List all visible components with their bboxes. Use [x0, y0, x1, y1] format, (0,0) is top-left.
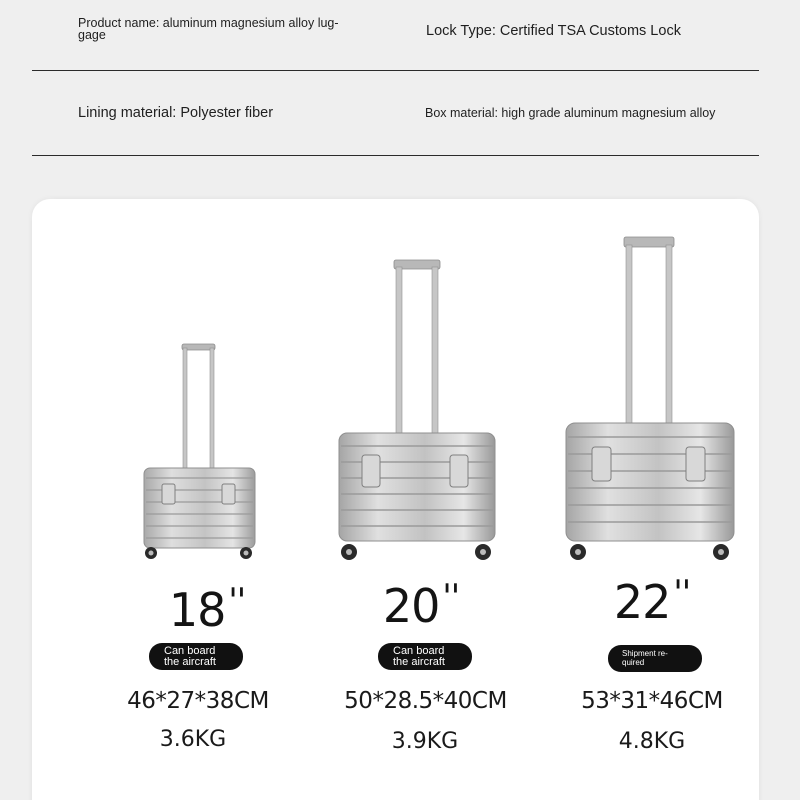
- status-badge-22: Shipment re- quired: [608, 645, 702, 672]
- weight-18: 3.6KG: [159, 727, 227, 752]
- status-badge-20: Can board the aircraft: [378, 643, 472, 670]
- dimensions-22: 53*31*46CM: [581, 688, 723, 714]
- status-badge-18: Can board the aircraft: [149, 643, 243, 670]
- dimensions-18: 46*27*38CM: [127, 688, 269, 714]
- weight-20: 3.9KG: [391, 729, 459, 754]
- size-label-18: 18'': [168, 581, 246, 637]
- spec-row-2: [32, 71, 759, 156]
- spec-product-name: Product name: aluminum magnesium alloy lug- gage: [78, 16, 339, 42]
- weight-22: 4.8KG: [618, 729, 686, 754]
- spec-box-material: Box material: high grade aluminum magnesium alloy: [425, 106, 716, 120]
- spec-lock-type: Lock Type: Certified TSA Customs Lock: [426, 23, 681, 39]
- suitcase-18-image: [142, 342, 257, 562]
- suitcase-20-image: [337, 257, 497, 565]
- spec-lining-material: Lining material: Polyester fiber: [78, 105, 274, 121]
- inch-mark: '': [228, 581, 246, 621]
- suitcase-22-image: [564, 235, 736, 565]
- inch-mark: '': [673, 573, 691, 613]
- size-label-22: 22'': [613, 573, 691, 629]
- inch-mark: '': [442, 577, 460, 617]
- size-comparison-card: [32, 199, 759, 800]
- spec-row-1: [32, 0, 759, 71]
- size-label-20: 20'': [382, 577, 460, 633]
- dimensions-20: 50*28.5*40CM: [344, 688, 507, 714]
